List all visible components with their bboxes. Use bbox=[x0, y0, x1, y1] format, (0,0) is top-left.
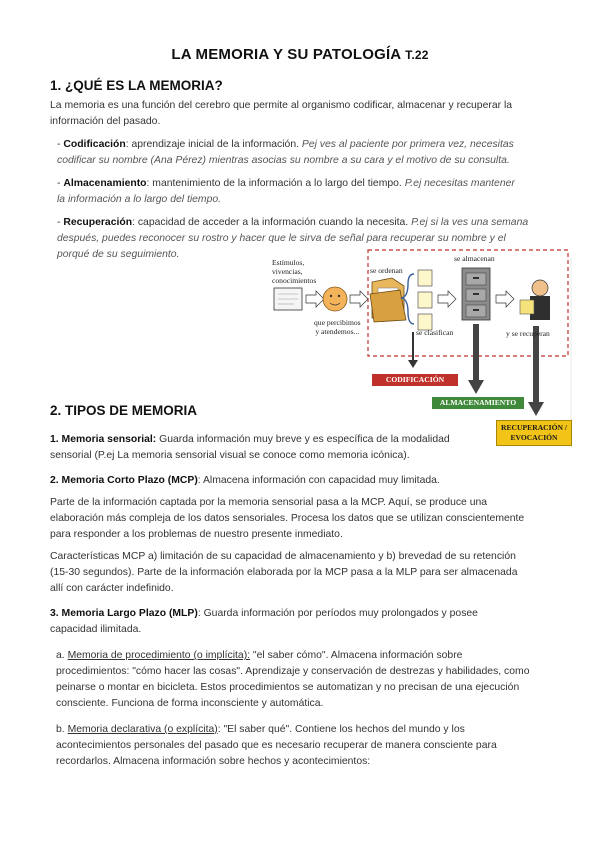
mlp-b-line-1: b. Memoria declarativa (o explícita): "El saber qué". Contiene los hechos del mundo y los bbox=[56, 724, 465, 735]
mlp-term: 3. Memoria Largo Plazo (MLP) bbox=[50, 608, 198, 619]
title-suffix: T.22 bbox=[405, 48, 429, 62]
recuperacion-line-2: después, puedes reconocer su rostro y hacer que le sirva de señal para recuperar su nombre y el bbox=[57, 233, 506, 244]
arrow-right-icon-2 bbox=[350, 291, 368, 307]
section1-heading: 1. ¿QUÉ ES LA MEMORIA? bbox=[50, 78, 223, 93]
mcp-p1-line-3: para responder a los problemas de nuestro presente inmediato. bbox=[50, 529, 343, 540]
declarativa-term: Memoria declarativa (o explícita) bbox=[67, 724, 218, 735]
mlp-a-line-2: procedimientos: "cómo hacer las cosas". Aprendizaje y conservación de destrezas y habilidades, como bbox=[56, 666, 530, 677]
person-reading-icon bbox=[520, 280, 550, 320]
badge-codificacion: CODIFICACIÓN bbox=[372, 374, 458, 386]
label-y-se-recuperan: y se recuperan bbox=[506, 329, 550, 338]
page-title bbox=[0, 46, 600, 63]
sensorial-line-1: 1. Memoria sensorial: Guarda información muy breve y es específica de la modalidad bbox=[50, 434, 450, 445]
label-se-clasifican: se clasifican bbox=[416, 328, 454, 337]
mcp-line-1: 2. Memoria Corto Plazo (MCP): Almacena información con capacidad muy limitada. bbox=[50, 475, 440, 486]
intro-line-1: La memoria es una función del cerebro que permite al organismo codificar, almacenar y recuperar la bbox=[50, 100, 513, 111]
mlp-b-line-2: acontecimientos personales del pasado que es necesario recuperar de manera consciente para bbox=[56, 740, 497, 751]
arrow-right-icon bbox=[306, 291, 324, 307]
label-se-almacenan: se almacenan bbox=[454, 254, 495, 263]
label-se-ordenan: se ordenan bbox=[370, 266, 403, 275]
sensorial-line-2: sensorial (P.ej La memoria sensorial visual se conoce como memoria icónica). bbox=[50, 450, 410, 461]
mlp-a-line-1: a. Memoria de procedimiento (o implícita): "el saber cómo". Almacena información sobre bbox=[56, 650, 463, 661]
mcp-p2-line-3: allí con carácter indefinido. bbox=[50, 583, 174, 594]
arrow-down-icon-1 bbox=[408, 360, 418, 368]
mlp-line-2: capacidad ilimitada. bbox=[50, 624, 142, 635]
mlp-line-1: 3. Memoria Largo Plazo (MLP): Guarda información por períodos muy prolongados y posee bbox=[50, 608, 478, 619]
recuperacion-term: Recuperación bbox=[63, 217, 133, 228]
intro-line-2: información del pasado. bbox=[50, 116, 161, 127]
codificacion-term: Codificación bbox=[63, 139, 126, 150]
arrow-down-icon-2 bbox=[468, 380, 484, 394]
codificacion-line-1: - Codificación: aprendizaje inicial de la información. Pej ves al paciente por primera vez, necesitas bbox=[57, 139, 514, 150]
arrow-right-icon-3 bbox=[438, 291, 456, 307]
badge-almacenamiento: ALMACENAMIENTO bbox=[432, 397, 524, 409]
mcp-p1-line-2: elaboración más compleja de los datos sensoriales. Procesa los datos que se utilizan conscientemente bbox=[50, 513, 525, 524]
mlp-a-line-4: consciente. Funciona de forma inconsciente y automática. bbox=[56, 698, 324, 709]
mcp-p1-line-1: Parte de la información captada por la memoria sensorial pasa a la MCP. Aquí, se produce una bbox=[50, 497, 488, 508]
section2-heading: 2. TIPOS DE MEMORIA bbox=[50, 403, 198, 418]
arrow-right-icon-4 bbox=[496, 291, 514, 307]
badge-recuperacion: RECUPERACIÓN / EVOCACIÓN bbox=[496, 420, 572, 446]
mlp-a-line-3: peinarse o montar en bicicleta. Estos procedimientos se automatizan y no precisan de una ejecución bbox=[56, 682, 520, 693]
sensorial-term: 1. Memoria sensorial: bbox=[50, 434, 157, 445]
almacenamiento-line-1: - Almacenamiento: mantenimiento de la información a lo largo del tiempo. P.ej necesitas mantener bbox=[57, 178, 515, 189]
procedimiento-term: Memoria de procedimiento (o implícita): bbox=[67, 650, 251, 661]
mcp-p2-line-1: Características MCP a) limitación de su capacidad de almacenamiento y b) brevedad de su retención bbox=[50, 551, 516, 562]
recuperacion-line-1: - Recuperación: capacidad de acceder a la información cuando la necesita. P.ej si la ves una semana bbox=[57, 217, 529, 228]
mcp-term: 2. Memoria Corto Plazo (MCP) bbox=[50, 475, 198, 486]
mcp-p2-line-2: (15-30 segundos). Parte de la información elaborada por la MCP pasa a la MLP para ser almacenada bbox=[50, 567, 518, 578]
label-percibimos: que percibimos y atendemos... bbox=[314, 318, 361, 336]
arrow-down-icon-3 bbox=[528, 402, 544, 416]
filing-cabinet-icon bbox=[462, 268, 490, 320]
face-icon bbox=[323, 287, 347, 311]
almacenamiento-line-2: la información a lo largo del tiempo. bbox=[57, 194, 222, 205]
recuperacion-line-3: porqué de su seguimiento. bbox=[57, 249, 180, 260]
document-icon-2 bbox=[418, 292, 432, 308]
document-icon-1 bbox=[418, 270, 432, 286]
mlp-b-line-3: recordarlos. Almacena información sobre hechos y acontecimientos: bbox=[56, 756, 371, 767]
label-estimulos: Estímulos, vivencias, conocimientos bbox=[272, 258, 317, 285]
title-main: LA MEMORIA Y SU PATOLOGÍA bbox=[171, 46, 401, 63]
folder-icon bbox=[370, 278, 406, 322]
codificacion-line-2: codificar su nombre (Ana Pérez) mientras asocias su nombre a su cara y el motivo de su consulta. bbox=[57, 155, 510, 166]
almacenamiento-term: Almacenamiento bbox=[63, 178, 147, 189]
